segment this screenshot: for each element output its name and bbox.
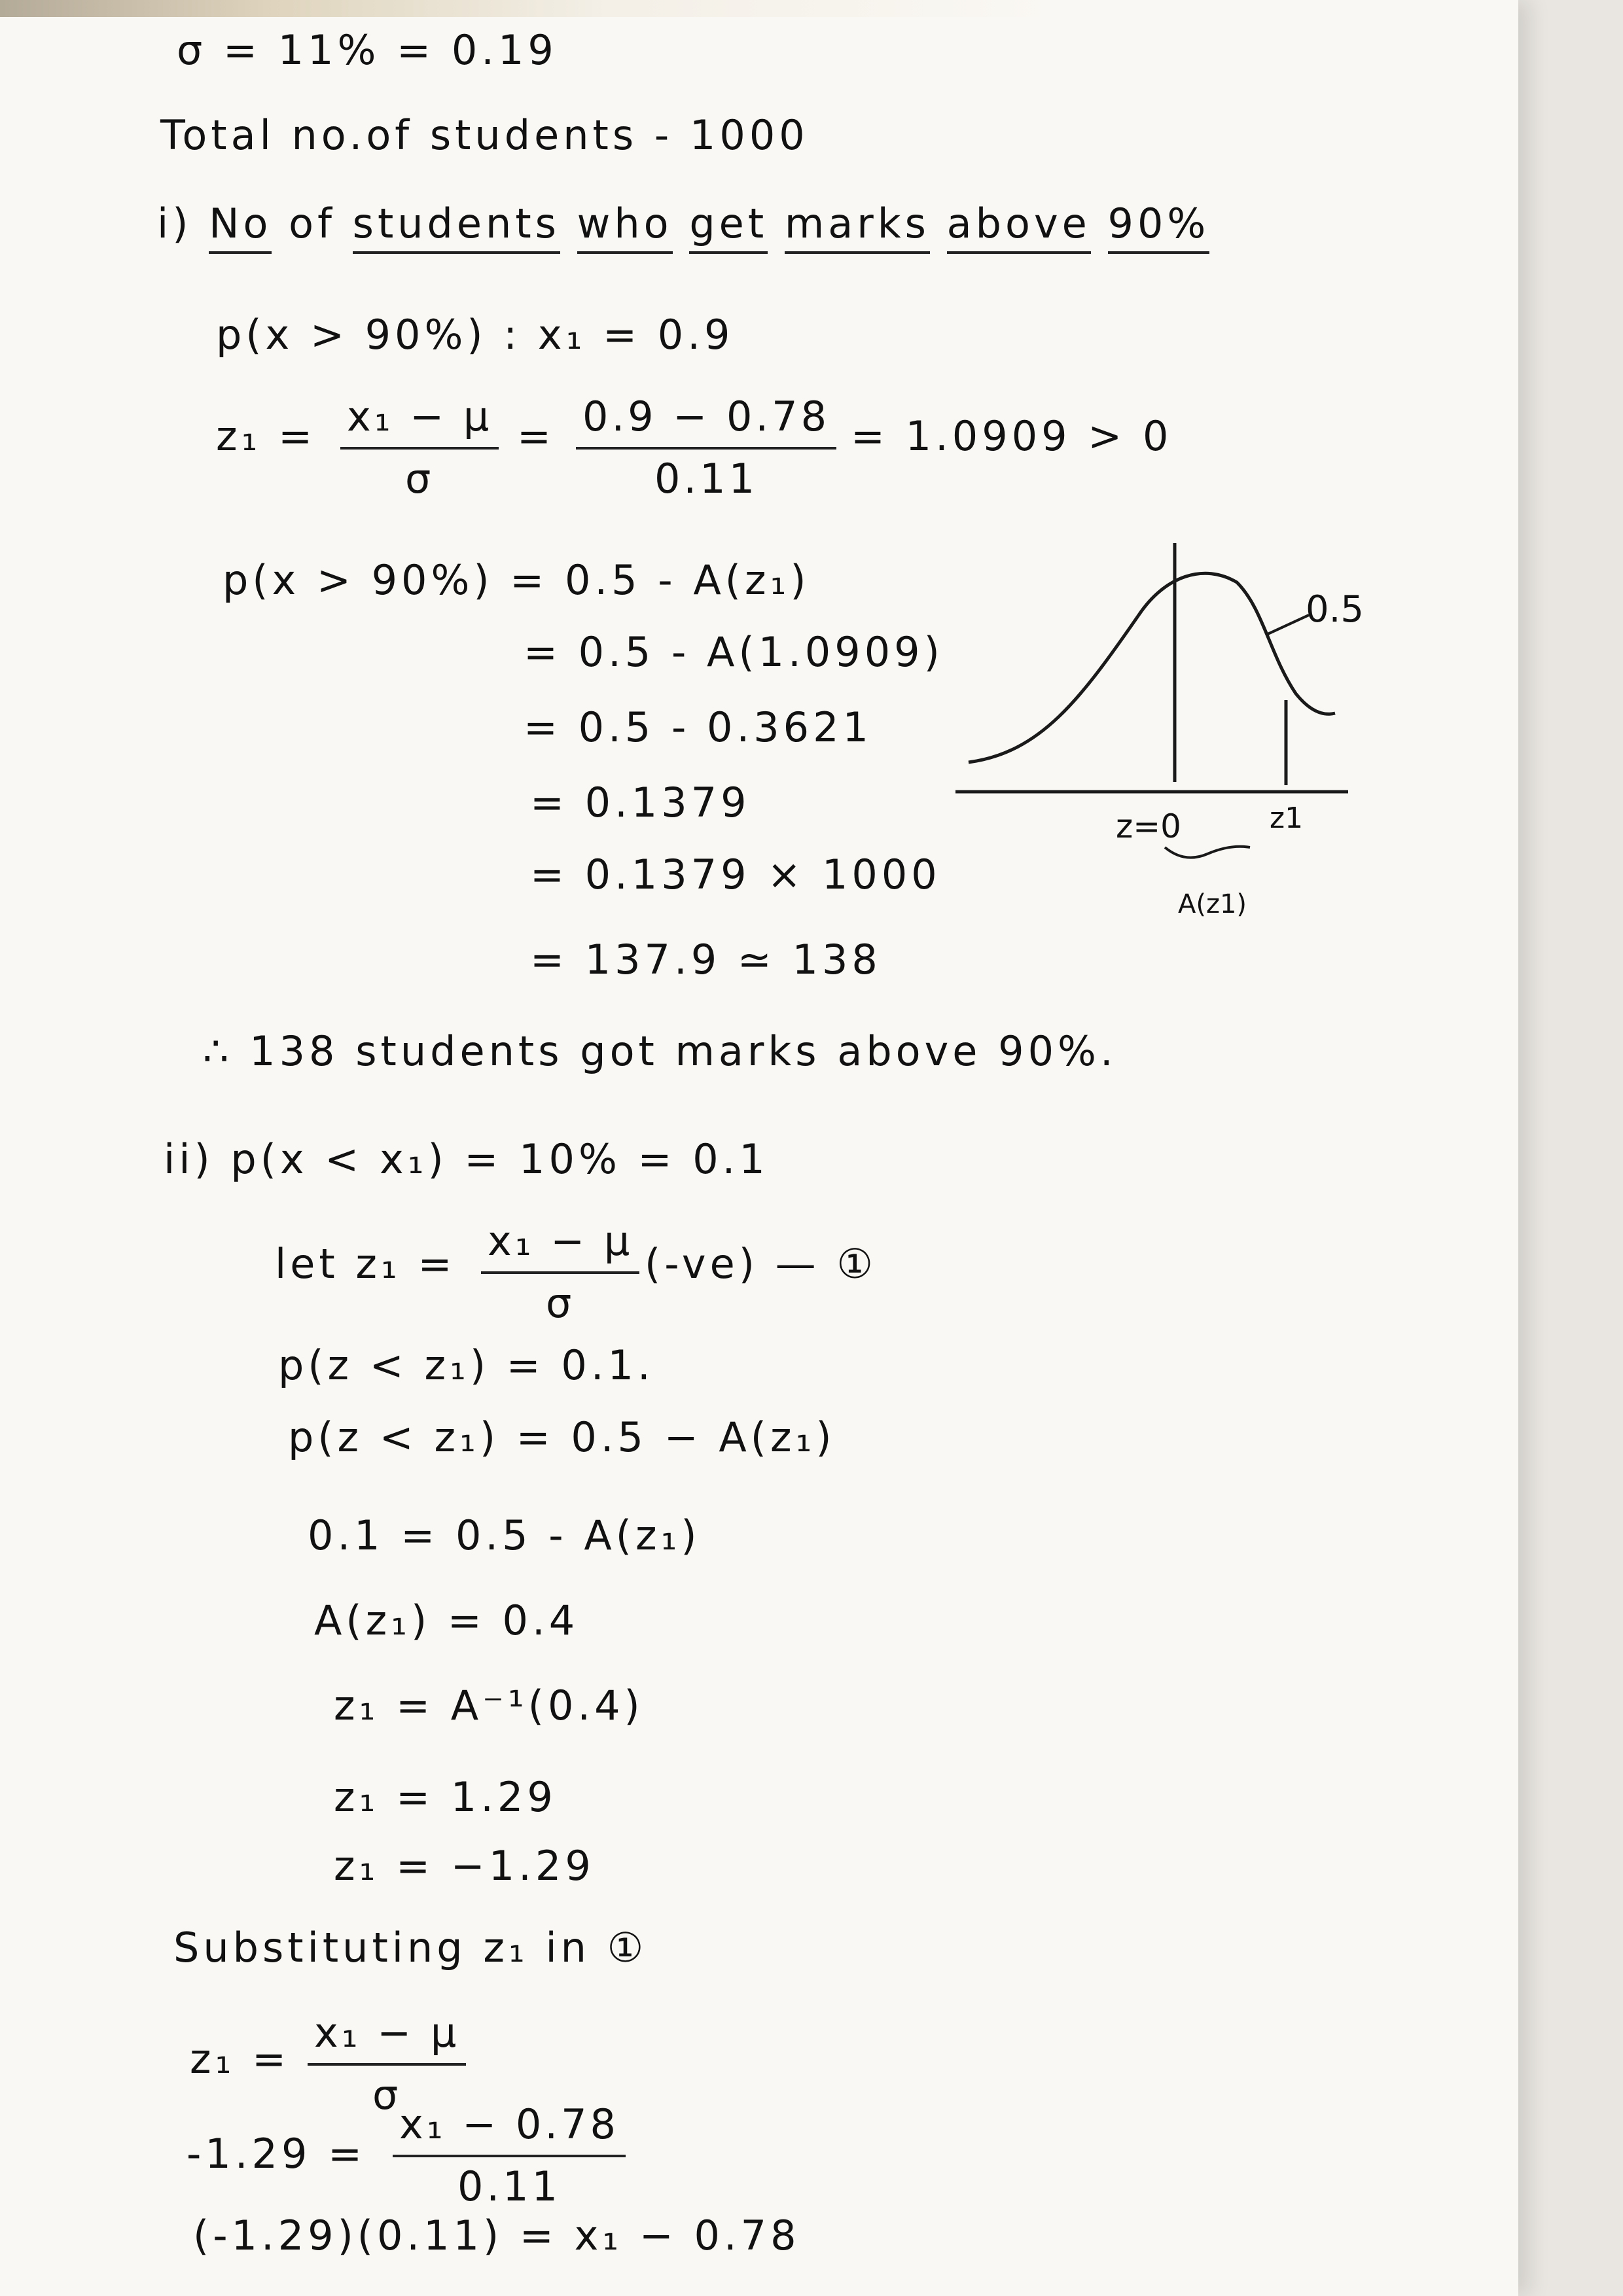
fraction-numerator: x₁ − μ bbox=[314, 2009, 460, 2057]
heading-word-marks: marks bbox=[785, 200, 930, 254]
p-step-2: = 0.5 - A(1.0909) bbox=[524, 628, 944, 676]
sub-z1-lhs: z₁ = bbox=[190, 2035, 291, 2083]
p-step-5: = 0.1379 × 1000 bbox=[530, 851, 941, 898]
tail-area-label: 0.5 bbox=[1306, 588, 1364, 631]
z1-result: = 1.0909 > 0 bbox=[851, 412, 1173, 460]
heading-word-students: students bbox=[353, 200, 560, 254]
heading-word-no: No bbox=[209, 200, 272, 254]
heading-word-get: get bbox=[689, 200, 768, 254]
part-one-prefix: i) bbox=[157, 200, 209, 247]
fraction-numerator: 0.9 − 0.78 bbox=[582, 393, 830, 440]
probability-x-above-90: p(x > 90%) : x₁ = 0.9 bbox=[216, 311, 734, 359]
p-step-1: p(x > 90%) = 0.5 - A(z₁) bbox=[223, 556, 810, 604]
conclusion-part-one: ∴ 138 students got marks above 90%. bbox=[203, 1027, 1117, 1075]
part-one-heading bbox=[157, 200, 1209, 247]
p-z-less-z1-area: p(z < z₁) = 0.5 − A(z₁) bbox=[288, 1413, 836, 1461]
area-brace bbox=[1165, 847, 1250, 858]
fraction-denominator: 0.11 bbox=[654, 455, 758, 503]
inverse-area: z₁ = A⁻¹(0.4) bbox=[334, 1682, 644, 1729]
final-equation: (-1.29)(0.11) = x₁ − 0.78 bbox=[193, 2212, 800, 2259]
p-step-3: = 0.5 - 0.3621 bbox=[524, 703, 872, 751]
fraction-numerator: x₁ − 0.78 bbox=[399, 2100, 619, 2148]
bell-curve bbox=[969, 573, 1335, 762]
p-step-4: = 0.1379 bbox=[530, 779, 751, 826]
normal-curve-diagram bbox=[942, 537, 1364, 942]
total-students-line: Total no.of students - 1000 bbox=[160, 111, 809, 159]
p-step-6: = 137.9 ≃ 138 bbox=[530, 936, 882, 983]
fraction-let-z1 bbox=[481, 1217, 639, 1327]
fraction-denominator: σ bbox=[405, 455, 435, 503]
fraction-denominator: 0.11 bbox=[457, 2163, 561, 2210]
equation-area: 0.1 = 0.5 - A(z₁) bbox=[308, 1511, 701, 1559]
heading-word-who: who bbox=[577, 200, 673, 254]
part-two-heading: ii) p(x < x₁) = 10% = 0.1 bbox=[164, 1135, 769, 1183]
sub-value-lhs: -1.29 = bbox=[187, 2130, 366, 2178]
fraction-sub-value bbox=[393, 2100, 626, 2210]
p-z-less-z1: p(z < z₁) = 0.1. bbox=[278, 1341, 654, 1389]
heading-word-above: above bbox=[947, 200, 1091, 254]
area-value: A(z₁) = 0.4 bbox=[314, 1597, 579, 1644]
substituting-line: Substituting z₁ in ① bbox=[173, 1924, 648, 1971]
fraction-values bbox=[576, 393, 836, 503]
heading-word-of: of bbox=[289, 200, 336, 247]
fraction-denominator: σ bbox=[546, 1279, 575, 1327]
fraction-denominator: σ bbox=[372, 2071, 402, 2119]
heading-word-90: 90% bbox=[1108, 200, 1210, 254]
let-z1-lhs: let z₁ = bbox=[275, 1240, 456, 1288]
fraction-numerator: x₁ − μ bbox=[347, 393, 493, 440]
tail-arrow bbox=[1266, 615, 1309, 635]
sigma-line: σ = 11% = 0.19 bbox=[177, 26, 558, 74]
z1-negative: z₁ = −1.29 bbox=[334, 1842, 595, 1890]
z1-lhs: z₁ = bbox=[216, 412, 317, 460]
fraction-numerator: x₁ − μ bbox=[488, 1217, 633, 1265]
z1-label: z1 bbox=[1270, 802, 1304, 835]
fraction-x1-mu-sigma bbox=[340, 393, 499, 503]
let-z1-rhs: (-ve) — ① bbox=[645, 1240, 877, 1288]
area-label: A(z1) bbox=[1178, 889, 1247, 919]
z1-positive: z₁ = 1.29 bbox=[334, 1773, 557, 1821]
z-zero-label: z=0 bbox=[1116, 807, 1181, 845]
z1-equals: = bbox=[517, 412, 555, 460]
